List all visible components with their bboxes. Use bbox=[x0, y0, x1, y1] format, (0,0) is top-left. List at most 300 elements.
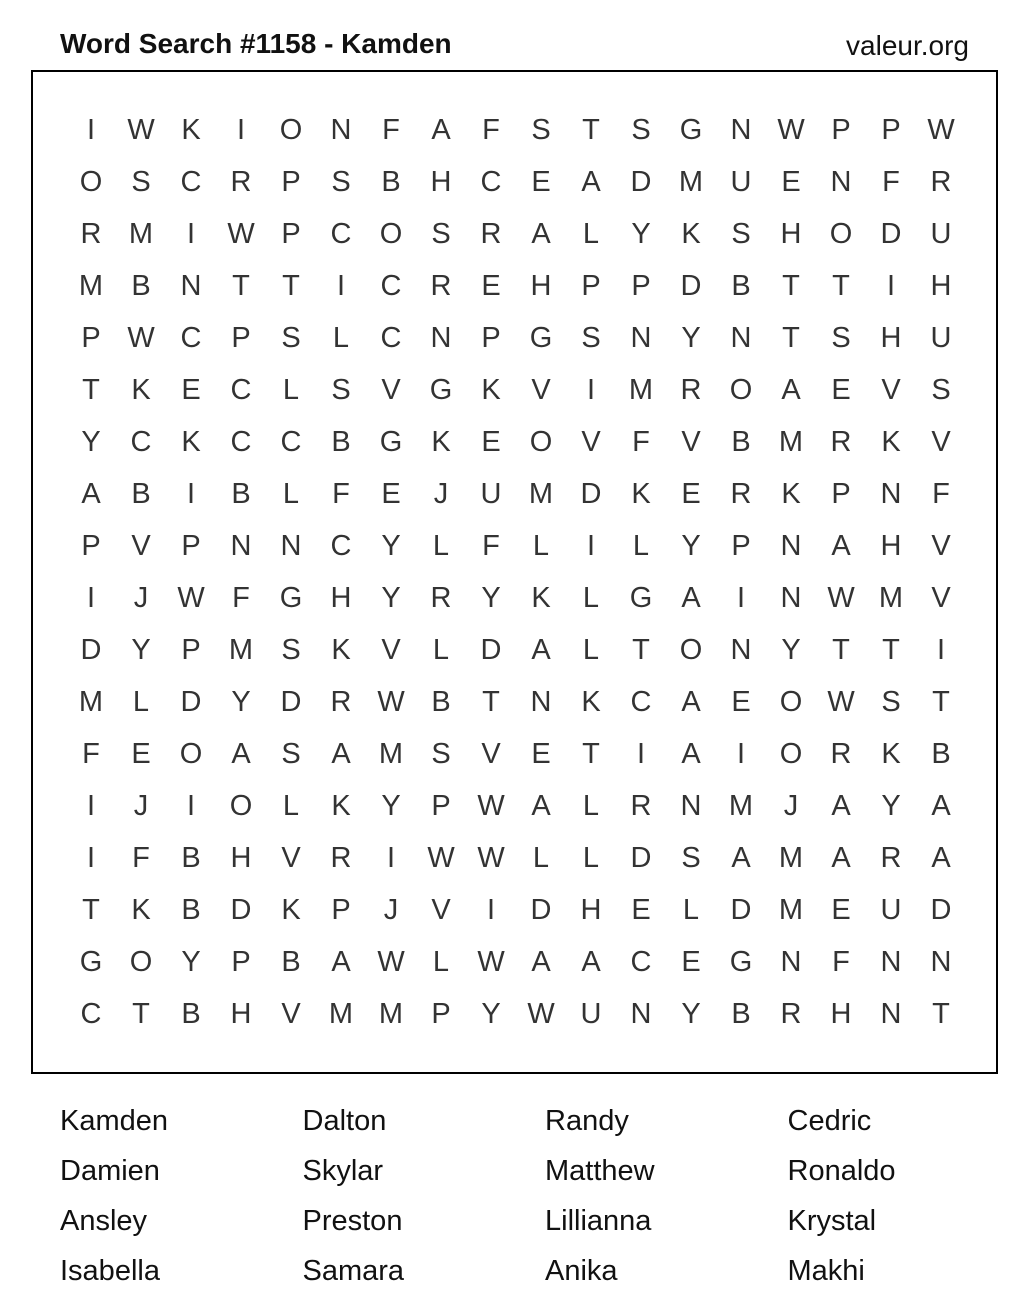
grid-cell[interactable]: N bbox=[230, 529, 252, 562]
grid-cell[interactable]: F bbox=[832, 945, 850, 978]
grid-cell[interactable]: O bbox=[829, 217, 853, 250]
grid-cell[interactable]: V bbox=[481, 737, 501, 770]
grid-cell[interactable]: R bbox=[630, 789, 652, 822]
grid-cell[interactable]: V bbox=[381, 633, 401, 666]
grid-cell[interactable]: I bbox=[336, 269, 346, 302]
grid-cell[interactable]: J bbox=[133, 789, 149, 822]
grid-cell[interactable]: P bbox=[431, 789, 451, 822]
grid-cell[interactable]: G bbox=[379, 425, 403, 458]
grid-cell[interactable]: T bbox=[832, 269, 850, 302]
grid-cell[interactable]: D bbox=[630, 165, 652, 198]
grid-cell[interactable]: W bbox=[177, 581, 205, 614]
grid-cell[interactable]: J bbox=[433, 477, 449, 510]
grid-cell[interactable]: I bbox=[586, 373, 596, 406]
grid-cell[interactable]: Y bbox=[681, 529, 701, 562]
grid-cell[interactable]: S bbox=[281, 321, 301, 354]
grid-cell[interactable]: M bbox=[378, 737, 404, 770]
grid-cell[interactable]: G bbox=[429, 373, 453, 406]
grid-cell[interactable]: B bbox=[931, 737, 951, 770]
grid-cell[interactable]: A bbox=[231, 737, 251, 770]
grid-cell[interactable]: M bbox=[628, 373, 654, 406]
grid-cell[interactable]: W bbox=[427, 841, 455, 874]
grid-cell[interactable]: I bbox=[186, 477, 196, 510]
grid-cell[interactable]: E bbox=[131, 737, 151, 770]
grid-cell[interactable]: B bbox=[381, 165, 401, 198]
grid-cell[interactable]: L bbox=[332, 321, 350, 354]
grid-cell[interactable]: E bbox=[831, 373, 851, 406]
grid-cell[interactable]: E bbox=[831, 893, 851, 926]
grid-cell[interactable]: K bbox=[331, 789, 351, 822]
grid-cell[interactable]: O bbox=[129, 945, 153, 978]
grid-cell[interactable]: E bbox=[531, 737, 551, 770]
grid-cell[interactable]: M bbox=[728, 789, 754, 822]
grid-cell[interactable]: G bbox=[279, 581, 303, 614]
grid-cell[interactable]: V bbox=[281, 997, 301, 1030]
grid-cell[interactable]: T bbox=[582, 113, 600, 146]
grid-cell[interactable]: O bbox=[179, 737, 203, 770]
grid-cell[interactable]: D bbox=[930, 893, 952, 926]
grid-cell[interactable]: A bbox=[531, 945, 551, 978]
grid-cell[interactable]: G bbox=[79, 945, 103, 978]
grid-cell[interactable]: T bbox=[782, 321, 800, 354]
grid-cell[interactable]: D bbox=[530, 893, 552, 926]
grid-cell[interactable]: A bbox=[531, 789, 551, 822]
grid-cell[interactable]: I bbox=[86, 789, 96, 822]
grid-cell[interactable]: W bbox=[927, 113, 955, 146]
grid-cell[interactable]: P bbox=[281, 165, 301, 198]
grid-cell[interactable]: R bbox=[680, 373, 702, 406]
grid-cell[interactable]: H bbox=[930, 269, 952, 302]
grid-cell[interactable]: H bbox=[880, 529, 902, 562]
grid-cell[interactable]: L bbox=[582, 633, 600, 666]
grid-cell[interactable]: S bbox=[431, 217, 451, 250]
grid-cell[interactable]: K bbox=[881, 737, 901, 770]
grid-cell[interactable]: N bbox=[930, 945, 952, 978]
grid-cell[interactable]: M bbox=[78, 269, 104, 302]
grid-cell[interactable]: F bbox=[132, 841, 150, 874]
grid-cell[interactable]: R bbox=[80, 217, 102, 250]
grid-cell[interactable]: R bbox=[780, 997, 802, 1030]
grid-cell[interactable]: P bbox=[231, 321, 251, 354]
grid-cell[interactable]: A bbox=[431, 113, 451, 146]
grid-cell[interactable]: S bbox=[281, 737, 301, 770]
grid-cell[interactable]: P bbox=[881, 113, 901, 146]
grid-cell[interactable]: D bbox=[880, 217, 902, 250]
grid-cell[interactable]: H bbox=[230, 997, 252, 1030]
grid-cell[interactable]: K bbox=[131, 893, 151, 926]
grid-cell[interactable]: L bbox=[632, 529, 650, 562]
grid-cell[interactable]: C bbox=[480, 165, 502, 198]
grid-cell[interactable]: B bbox=[731, 425, 751, 458]
grid-cell[interactable]: T bbox=[882, 633, 900, 666]
grid-cell[interactable]: N bbox=[730, 321, 752, 354]
grid-cell[interactable]: W bbox=[127, 113, 155, 146]
grid-cell[interactable]: C bbox=[180, 321, 202, 354]
grid-cell[interactable]: O bbox=[229, 789, 253, 822]
grid-cell[interactable]: R bbox=[430, 581, 452, 614]
grid-cell[interactable]: B bbox=[731, 269, 751, 302]
grid-cell[interactable]: T bbox=[132, 997, 150, 1030]
grid-cell[interactable]: I bbox=[886, 269, 896, 302]
grid-cell[interactable]: Y bbox=[681, 321, 701, 354]
grid-cell[interactable]: P bbox=[731, 529, 751, 562]
grid-cell[interactable]: O bbox=[529, 425, 553, 458]
grid-cell[interactable]: B bbox=[731, 997, 751, 1030]
grid-cell[interactable]: L bbox=[282, 373, 300, 406]
grid-cell[interactable]: F bbox=[882, 165, 900, 198]
grid-cell[interactable]: Y bbox=[381, 529, 401, 562]
grid-cell[interactable]: I bbox=[86, 841, 96, 874]
grid-cell[interactable]: N bbox=[630, 997, 652, 1030]
grid-cell[interactable]: S bbox=[881, 685, 901, 718]
grid-cell[interactable]: N bbox=[430, 321, 452, 354]
grid-cell[interactable]: K bbox=[131, 373, 151, 406]
grid-cell[interactable]: N bbox=[680, 789, 702, 822]
grid-cell[interactable]: C bbox=[130, 425, 152, 458]
grid-cell[interactable]: W bbox=[227, 217, 255, 250]
grid-cell[interactable]: M bbox=[878, 581, 904, 614]
grid-cell[interactable]: C bbox=[630, 685, 652, 718]
grid-cell[interactable]: C bbox=[330, 529, 352, 562]
grid-cell[interactable]: J bbox=[783, 789, 799, 822]
grid-cell[interactable]: V bbox=[381, 373, 401, 406]
grid-cell[interactable]: N bbox=[880, 945, 902, 978]
grid-cell[interactable]: A bbox=[81, 477, 101, 510]
grid-cell[interactable]: D bbox=[680, 269, 702, 302]
grid-cell[interactable]: Y bbox=[181, 945, 201, 978]
grid-cell[interactable]: O bbox=[679, 633, 703, 666]
grid-cell[interactable]: R bbox=[430, 269, 452, 302]
grid-cell[interactable]: P bbox=[831, 113, 851, 146]
grid-cell[interactable]: N bbox=[830, 165, 852, 198]
grid-cell[interactable]: I bbox=[736, 737, 746, 770]
grid-cell[interactable]: P bbox=[281, 217, 301, 250]
grid-cell[interactable]: L bbox=[282, 789, 300, 822]
grid-cell[interactable]: I bbox=[636, 737, 646, 770]
grid-cell[interactable]: R bbox=[830, 737, 852, 770]
grid-cell[interactable]: L bbox=[582, 217, 600, 250]
grid-cell[interactable]: D bbox=[230, 893, 252, 926]
grid-cell[interactable]: F bbox=[482, 529, 500, 562]
grid-cell[interactable]: D bbox=[480, 633, 502, 666]
grid-cell[interactable]: H bbox=[830, 997, 852, 1030]
grid-cell[interactable]: A bbox=[831, 789, 851, 822]
grid-cell[interactable]: I bbox=[586, 529, 596, 562]
grid-cell[interactable]: S bbox=[681, 841, 701, 874]
grid-cell[interactable]: S bbox=[831, 321, 851, 354]
grid-cell[interactable]: E bbox=[681, 945, 701, 978]
grid-cell[interactable]: C bbox=[80, 997, 102, 1030]
grid-cell[interactable]: U bbox=[480, 477, 502, 510]
grid-cell[interactable]: N bbox=[880, 997, 902, 1030]
grid-cell[interactable]: P bbox=[581, 269, 601, 302]
grid-cell[interactable]: A bbox=[931, 841, 951, 874]
grid-cell[interactable]: K bbox=[431, 425, 451, 458]
grid-cell[interactable]: I bbox=[86, 581, 96, 614]
grid-cell[interactable]: Y bbox=[381, 581, 401, 614]
grid-cell[interactable]: J bbox=[133, 581, 149, 614]
grid-cell[interactable]: E bbox=[631, 893, 651, 926]
grid-cell[interactable]: A bbox=[731, 841, 751, 874]
grid-cell[interactable]: S bbox=[331, 373, 351, 406]
grid-cell[interactable]: V bbox=[931, 425, 951, 458]
grid-cell[interactable]: H bbox=[330, 581, 352, 614]
grid-cell[interactable]: L bbox=[432, 945, 450, 978]
grid-cell[interactable]: F bbox=[382, 113, 400, 146]
grid-cell[interactable]: L bbox=[582, 581, 600, 614]
grid-cell[interactable]: H bbox=[430, 165, 452, 198]
grid-cell[interactable]: T bbox=[582, 737, 600, 770]
grid-cell[interactable]: K bbox=[781, 477, 801, 510]
grid-cell[interactable]: W bbox=[377, 945, 405, 978]
grid-cell[interactable]: R bbox=[330, 685, 352, 718]
grid-cell[interactable]: R bbox=[230, 165, 252, 198]
grid-cell[interactable]: H bbox=[530, 269, 552, 302]
grid-cell[interactable]: Y bbox=[631, 217, 651, 250]
grid-cell[interactable]: F bbox=[232, 581, 250, 614]
grid-cell[interactable]: W bbox=[827, 581, 855, 614]
grid-cell[interactable]: U bbox=[730, 165, 752, 198]
grid-cell[interactable]: P bbox=[81, 529, 101, 562]
grid-cell[interactable]: P bbox=[331, 893, 351, 926]
grid-cell[interactable]: B bbox=[281, 945, 301, 978]
grid-cell[interactable]: N bbox=[180, 269, 202, 302]
grid-cell[interactable]: V bbox=[931, 581, 951, 614]
grid-cell[interactable]: M bbox=[128, 217, 154, 250]
grid-cell[interactable]: E bbox=[531, 165, 551, 198]
grid-cell[interactable]: C bbox=[230, 425, 252, 458]
grid-cell[interactable]: I bbox=[86, 113, 96, 146]
grid-cell[interactable]: T bbox=[782, 269, 800, 302]
grid-cell[interactable]: P bbox=[831, 477, 851, 510]
grid-cell[interactable]: P bbox=[631, 269, 651, 302]
grid-cell[interactable]: V bbox=[281, 841, 301, 874]
grid-cell[interactable]: Y bbox=[481, 581, 501, 614]
grid-cell[interactable]: U bbox=[930, 217, 952, 250]
grid-cell[interactable]: C bbox=[280, 425, 302, 458]
grid-cell[interactable]: T bbox=[632, 633, 650, 666]
grid-cell[interactable]: L bbox=[582, 841, 600, 874]
grid-cell[interactable]: K bbox=[881, 425, 901, 458]
grid-cell[interactable]: O bbox=[79, 165, 103, 198]
grid-cell[interactable]: B bbox=[181, 841, 201, 874]
grid-cell[interactable]: C bbox=[380, 321, 402, 354]
grid-cell[interactable]: V bbox=[581, 425, 601, 458]
grid-cell[interactable]: M bbox=[78, 685, 104, 718]
grid-cell[interactable]: L bbox=[682, 893, 700, 926]
grid-cell[interactable]: T bbox=[832, 633, 850, 666]
grid-cell[interactable]: S bbox=[731, 217, 751, 250]
grid-cell[interactable]: H bbox=[580, 893, 602, 926]
grid-cell[interactable]: D bbox=[730, 893, 752, 926]
grid-cell[interactable]: E bbox=[181, 373, 201, 406]
grid-cell[interactable]: I bbox=[486, 893, 496, 926]
grid-cell[interactable]: K bbox=[631, 477, 651, 510]
grid-cell[interactable]: I bbox=[936, 633, 946, 666]
grid-cell[interactable]: N bbox=[280, 529, 302, 562]
grid-cell[interactable]: Y bbox=[781, 633, 801, 666]
grid-cell[interactable]: V bbox=[881, 373, 901, 406]
grid-cell[interactable]: P bbox=[181, 633, 201, 666]
grid-cell[interactable]: K bbox=[331, 633, 351, 666]
grid-cell[interactable]: L bbox=[532, 529, 550, 562]
grid-cell[interactable]: N bbox=[530, 685, 552, 718]
grid-cell[interactable]: R bbox=[330, 841, 352, 874]
grid-cell[interactable]: S bbox=[931, 373, 951, 406]
grid-cell[interactable]: P bbox=[481, 321, 501, 354]
grid-cell[interactable]: A bbox=[531, 217, 551, 250]
grid-cell[interactable]: D bbox=[280, 685, 302, 718]
grid-cell[interactable]: O bbox=[379, 217, 403, 250]
grid-cell[interactable]: S bbox=[281, 633, 301, 666]
grid-cell[interactable]: I bbox=[186, 789, 196, 822]
grid-cell[interactable]: G bbox=[629, 581, 653, 614]
grid-cell[interactable]: N bbox=[880, 477, 902, 510]
grid-cell[interactable]: K bbox=[181, 425, 201, 458]
grid-cell[interactable]: M bbox=[678, 165, 704, 198]
grid-cell[interactable]: C bbox=[180, 165, 202, 198]
grid-cell[interactable]: V bbox=[931, 529, 951, 562]
grid-cell[interactable]: M bbox=[778, 425, 804, 458]
grid-cell[interactable]: N bbox=[730, 113, 752, 146]
grid-cell[interactable]: I bbox=[386, 841, 396, 874]
grid-cell[interactable]: A bbox=[681, 685, 701, 718]
grid-cell[interactable]: H bbox=[880, 321, 902, 354]
grid-cell[interactable]: O bbox=[779, 737, 803, 770]
grid-cell[interactable]: U bbox=[580, 997, 602, 1030]
grid-cell[interactable]: T bbox=[82, 373, 100, 406]
grid-cell[interactable]: B bbox=[331, 425, 351, 458]
grid-cell[interactable]: Y bbox=[231, 685, 251, 718]
grid-cell[interactable]: R bbox=[880, 841, 902, 874]
grid-cell[interactable]: K bbox=[181, 113, 201, 146]
grid-cell[interactable]: I bbox=[236, 113, 246, 146]
grid-cell[interactable]: L bbox=[432, 633, 450, 666]
grid-cell[interactable]: L bbox=[282, 477, 300, 510]
grid-cell[interactable]: G bbox=[729, 945, 753, 978]
grid-cell[interactable]: Y bbox=[381, 789, 401, 822]
grid-cell[interactable]: E bbox=[481, 425, 501, 458]
grid-cell[interactable]: W bbox=[127, 321, 155, 354]
grid-cell[interactable]: T bbox=[932, 685, 950, 718]
grid-cell[interactable]: T bbox=[282, 269, 300, 302]
grid-cell[interactable]: J bbox=[383, 893, 399, 926]
grid-cell[interactable]: W bbox=[827, 685, 855, 718]
grid-cell[interactable]: E bbox=[381, 477, 401, 510]
grid-cell[interactable]: A bbox=[681, 737, 701, 770]
grid-cell[interactable]: O bbox=[779, 685, 803, 718]
grid-cell[interactable]: I bbox=[186, 217, 196, 250]
grid-cell[interactable]: T bbox=[932, 997, 950, 1030]
grid-cell[interactable]: E bbox=[681, 477, 701, 510]
grid-cell[interactable]: B bbox=[131, 477, 151, 510]
grid-cell[interactable]: L bbox=[532, 841, 550, 874]
grid-cell[interactable]: S bbox=[631, 113, 651, 146]
grid-cell[interactable]: V bbox=[431, 893, 451, 926]
grid-cell[interactable]: A bbox=[331, 945, 351, 978]
grid-cell[interactable]: T bbox=[82, 893, 100, 926]
grid-cell[interactable]: W bbox=[527, 997, 555, 1030]
grid-cell[interactable]: H bbox=[230, 841, 252, 874]
grid-cell[interactable]: M bbox=[378, 997, 404, 1030]
grid-cell[interactable]: A bbox=[681, 581, 701, 614]
grid-cell[interactable]: B bbox=[181, 893, 201, 926]
grid-cell[interactable]: N bbox=[730, 633, 752, 666]
grid-cell[interactable]: K bbox=[531, 581, 551, 614]
grid-cell[interactable]: B bbox=[431, 685, 451, 718]
grid-cell[interactable]: A bbox=[531, 633, 551, 666]
grid-cell[interactable]: R bbox=[480, 217, 502, 250]
grid-cell[interactable]: R bbox=[930, 165, 952, 198]
grid-cell[interactable]: L bbox=[132, 685, 150, 718]
grid-cell[interactable]: O bbox=[729, 373, 753, 406]
grid-cell[interactable]: Y bbox=[681, 997, 701, 1030]
grid-cell[interactable]: N bbox=[780, 529, 802, 562]
grid-cell[interactable]: Y bbox=[81, 425, 101, 458]
grid-cell[interactable]: B bbox=[181, 997, 201, 1030]
grid-cell[interactable]: L bbox=[432, 529, 450, 562]
grid-cell[interactable]: K bbox=[681, 217, 701, 250]
grid-cell[interactable]: T bbox=[482, 685, 500, 718]
grid-cell[interactable]: S bbox=[131, 165, 151, 198]
grid-cell[interactable]: C bbox=[630, 945, 652, 978]
grid-cell[interactable]: W bbox=[477, 789, 505, 822]
grid-cell[interactable]: K bbox=[481, 373, 501, 406]
grid-cell[interactable]: G bbox=[679, 113, 703, 146]
grid-cell[interactable]: N bbox=[780, 581, 802, 614]
grid-cell[interactable]: N bbox=[780, 945, 802, 978]
grid-cell[interactable]: A bbox=[581, 165, 601, 198]
grid-cell[interactable]: G bbox=[529, 321, 553, 354]
grid-cell[interactable]: P bbox=[431, 997, 451, 1030]
grid-cell[interactable]: A bbox=[781, 373, 801, 406]
grid-cell[interactable]: A bbox=[831, 529, 851, 562]
grid-cell[interactable]: F bbox=[482, 113, 500, 146]
grid-cell[interactable]: B bbox=[131, 269, 151, 302]
grid-cell[interactable]: H bbox=[780, 217, 802, 250]
grid-cell[interactable]: D bbox=[580, 477, 602, 510]
grid-cell[interactable]: E bbox=[731, 685, 751, 718]
grid-cell[interactable]: C bbox=[380, 269, 402, 302]
grid-cell[interactable]: Y bbox=[881, 789, 901, 822]
grid-cell[interactable]: S bbox=[431, 737, 451, 770]
grid-cell[interactable]: S bbox=[331, 165, 351, 198]
grid-cell[interactable]: V bbox=[131, 529, 151, 562]
grid-cell[interactable]: E bbox=[781, 165, 801, 198]
grid-cell[interactable]: U bbox=[880, 893, 902, 926]
grid-cell[interactable]: F bbox=[82, 737, 100, 770]
grid-cell[interactable]: W bbox=[477, 841, 505, 874]
grid-cell[interactable]: S bbox=[581, 321, 601, 354]
grid-cell[interactable]: M bbox=[528, 477, 554, 510]
grid-cell[interactable]: F bbox=[932, 477, 950, 510]
grid-cell[interactable]: K bbox=[581, 685, 601, 718]
grid-cell[interactable]: D bbox=[630, 841, 652, 874]
grid-cell[interactable]: A bbox=[831, 841, 851, 874]
grid-cell[interactable]: P bbox=[81, 321, 101, 354]
grid-cell[interactable]: N bbox=[630, 321, 652, 354]
grid-cell[interactable]: P bbox=[181, 529, 201, 562]
grid-cell[interactable]: W bbox=[477, 945, 505, 978]
grid-cell[interactable]: C bbox=[230, 373, 252, 406]
grid-cell[interactable]: S bbox=[531, 113, 551, 146]
grid-cell[interactable]: R bbox=[830, 425, 852, 458]
grid-cell[interactable]: M bbox=[778, 841, 804, 874]
grid-cell[interactable]: N bbox=[330, 113, 352, 146]
grid-cell[interactable]: I bbox=[736, 581, 746, 614]
grid-cell[interactable]: F bbox=[632, 425, 650, 458]
grid-cell[interactable]: L bbox=[582, 789, 600, 822]
